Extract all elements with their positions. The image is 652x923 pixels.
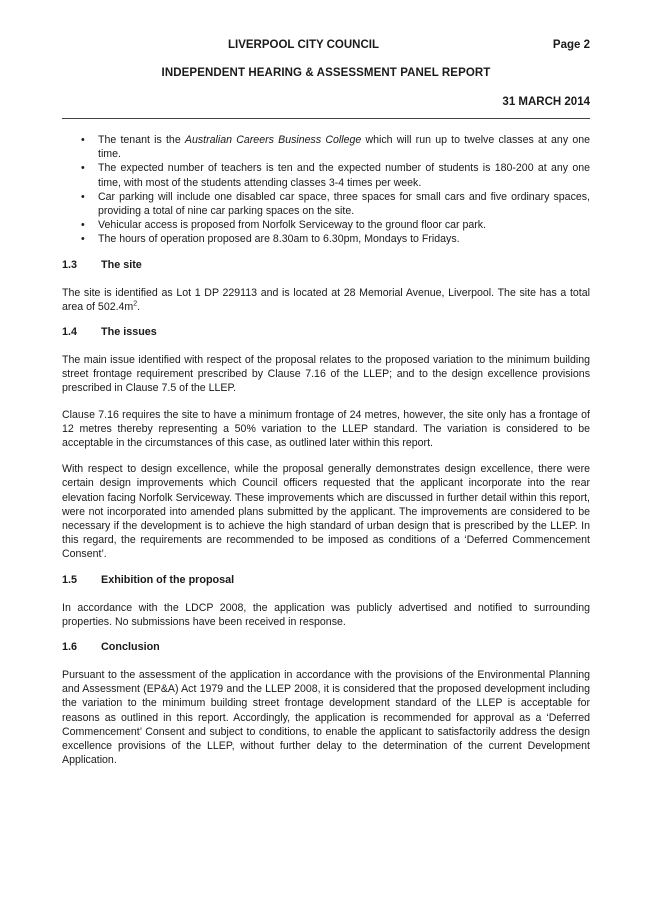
- site-paragraph: [62, 286, 590, 314]
- bullet-text-post: which will run up to twelve classes at any one time.: [98, 134, 590, 161]
- bullet-text-pre: The tenant is the: [98, 134, 185, 146]
- site-text-end: .: [137, 300, 141, 313]
- list-item: [62, 133, 590, 161]
- site-text: The site is identified as Lot 1 DP 229113 and is located at 28 Memorial Avenue, Liverpool. The site has a total area of 502.4m: [62, 286, 590, 313]
- council-name: LIVERPOOL CITY COUNCIL: [228, 39, 380, 51]
- list-item: [62, 190, 590, 218]
- college-name: Australian Careers Business College: [184, 134, 362, 146]
- issues-paragraph: Clause 7.16 requires the site to have a minimum frontage of 24 metres, however, the site only has a frontage of 12 metres thereby representing a 50% variation to the LLEP standard. The variation is considered to be acceptable in the circumstances of this case, as outlined later within this report.: [62, 408, 590, 450]
- bullet-icon: •: [81, 162, 85, 175]
- list-item: [62, 218, 590, 232]
- bullet-icon: •: [81, 233, 85, 246]
- issues-paragraph: With respect to design excellence, while the proposal generally demonstrates design excellence, there were certain design improvements which Council officers requested that the applicant incorporate into the rear elevation facing Norfolk Serviceway. These improvements which are discussed in further detail within this report, were not incorporated into amended plans submitted by the applicant. The improvements are considered to be necessary if the development is to achieve the high standard of urban design that is prescribed by the LLEP. In this regard, the requirements are recommended to be imposed as conditions of a ‘Deferred Commencement Consent’.: [62, 463, 590, 561]
- list-item: [62, 232, 590, 246]
- section-title: The issues: [101, 326, 157, 339]
- section-number: 1.6: [62, 641, 78, 654]
- page-number: Page 2: [552, 39, 590, 51]
- bullet-icon: •: [81, 134, 85, 146]
- section-heading-exhibition: [62, 574, 590, 589]
- issues-paragraph: The main issue identified with respect of the proposal relates to the proposed variation to the minimum building street frontage requirement prescribed by Clause 7.16 of the LLEP; and to the design excellence provisions prescribed in Clause 7.5 of the LLEP.: [62, 354, 590, 395]
- report-title: INDEPENDENT HEARING & ASSESSMENT PANEL REPORT: [161, 67, 491, 79]
- section-number: 1.5: [62, 573, 78, 586]
- bullet-text: The hours of operation proposed are 8.30am to 6.30pm, Mondays to Fridays.: [98, 233, 460, 246]
- section-title: Exhibition of the proposal: [101, 573, 235, 586]
- list-item: [62, 161, 590, 189]
- section-number: 1.4: [62, 326, 78, 339]
- proposal-bullet-list: [62, 133, 590, 247]
- section-heading-site: [62, 259, 590, 274]
- conclusion-paragraph: Pursuant to the assessment of the application in accordance with the provisions of the Environmental Planning and Assessment (EP&A) Act 1979 and the LLEP 2008, it is considered that the proposed development including the variation to the minimum building street frontage development standard of the LLEP is acceptable for reasons as outlined in this report. Accordingly, the application is recommended for approval as a ‘Deferred Commencement’ Consent and subject to conditions, to enable the applicant to satisfactorily address the design excellence provisions of the LLEP, without further delay to the determination of the current Development Application.: [62, 669, 590, 767]
- section-heading-conclusion: [62, 641, 590, 656]
- header-divider: [62, 118, 590, 119]
- exhibition-paragraph: In accordance with the LDCP 2008, the application was publicly advertised and notified to surrounding properties. No submissions have been received in response.: [62, 601, 590, 628]
- report-date: 31 MARCH 2014: [502, 96, 590, 108]
- bullet-icon: •: [81, 190, 85, 203]
- bullet-icon: •: [81, 219, 85, 232]
- bullet-text: Vehicular access is proposed from Norfolk Serviceway to the ground floor car park.: [98, 219, 487, 232]
- header-top-line: [62, 39, 590, 55]
- section-heading-issues: [62, 326, 590, 341]
- section-title: The site: [101, 258, 142, 271]
- section-number: 1.3: [62, 258, 78, 271]
- section-title: Conclusion: [101, 641, 160, 654]
- report-page: [62, 0, 590, 768]
- bullet-text: The expected number of teachers is ten and the expected number of students is 180-200 at any one time, with most of the students attending classes 3-4 times per week.: [98, 162, 590, 189]
- bullet-text: Car parking will include one disabled car space, three spaces for small cars and five ordinary spaces, providing a total of nine car parking spaces on the site.: [98, 190, 590, 218]
- superscript: 2: [133, 300, 138, 308]
